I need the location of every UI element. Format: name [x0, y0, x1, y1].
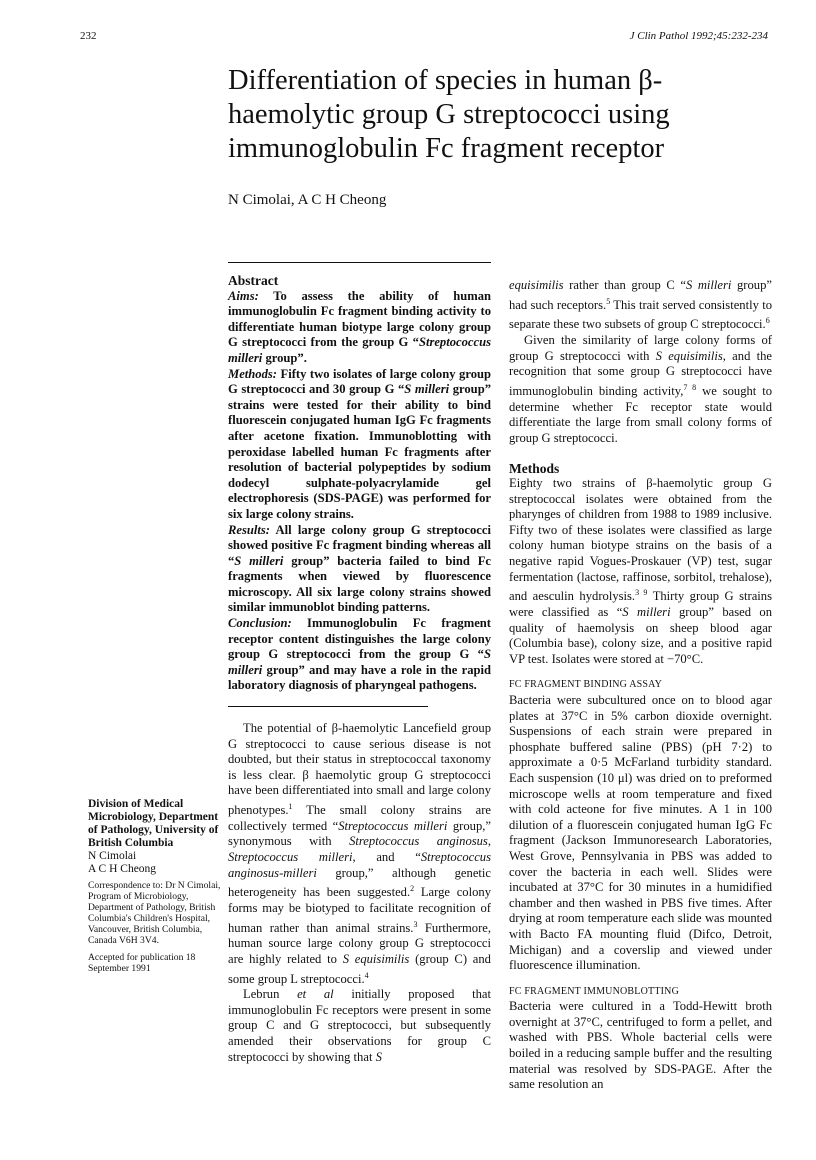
right-text: This trait served consistently to separate these two subsets of group C streptococci. [509, 297, 772, 332]
right-italic: equisimilis [509, 278, 564, 292]
methods-body: Eighty two strains of β-haemolytic group G streptococcal isolates were obtained from the pharynges of children from 1988 to 1989 inclusive. Fifty two of these isolates were classified as large colony human biotype strains on the basis of a negative rapid Vogues-Proskauer (VP) test, sugar fermentation (lactose, raffinose, sorbitol, trehalose), and aesculin hydrolysis. [509, 476, 772, 604]
intro-paragraph-1 [228, 721, 491, 987]
aims-text-end: group”. [262, 350, 307, 365]
abstract-heading: Abstract [228, 273, 279, 288]
intro-text: The potential of β-haemolytic Lancefield group G streptococci to cause serious disease is not doubted, but their status in streptococcal taxonomy is less clear. β haemolytic group G streptococci have been differentiated into small and large colony phenotypes. [228, 721, 491, 818]
conclusion-italic: S milleri [228, 647, 491, 677]
right-paragraph-1 [509, 278, 772, 333]
aims-label: Aims: [228, 288, 259, 303]
page-number: 232 [80, 30, 97, 42]
methods-heading: Methods [509, 460, 560, 476]
intro-text: Large colony forms may be biotyped to facilitate recognition of human rather than animal strains. [228, 885, 491, 935]
ref-sup: 6 [765, 316, 770, 326]
right-text: rather than group C “ [563, 278, 686, 292]
ref-sup: 2 [410, 884, 415, 894]
methods-body: group” based on quality of haemolysis on sheep blood agar (Columbia base), colony size, and a positive rapid VP test. Isolates were stored at −70°C. [509, 605, 772, 666]
ref-sup: 5 [606, 296, 611, 306]
intro-text: (group C) and some group L streptococci. [228, 951, 491, 986]
right-italic: S equisimilis [655, 348, 723, 363]
accepted-date: Accepted for publication 18 September 1991 [88, 952, 196, 974]
conclusion-label: Conclusion: [228, 616, 292, 631]
conclusion-text-end: group” and may have a role in the rapid laboratory diagnosis of pharyngeal pathogens. [228, 662, 491, 693]
fc-blot-heading: FC FRAGMENT IMMUNOBLOTTING [509, 985, 680, 997]
intro-italic: S [375, 1049, 382, 1064]
ref-sup: 7 8 [683, 382, 697, 392]
conclusion-text: Immunoglobulin Fc fragment receptor content distinguishes the large colony group G streptococci from the group G “ [228, 616, 491, 662]
right-text: group” had such receptors. [509, 278, 772, 312]
results-label: Results: [228, 522, 270, 537]
intro-text: , [487, 834, 491, 849]
intro-italic: Streptococcus milleri [228, 849, 353, 864]
intro-paragraph-2 [228, 987, 491, 1065]
intro-italic: Streptococcus anginosus [349, 834, 488, 849]
fc-binding-paragraph: Bacteria were subcultured once on to blood agar plates at 37°C in 5% carbon dioxide overnight. Suspensions of each strain were prepared in phosphate buffered saline (PBS) (pH 7·2) to approximate a 0·5 McFarland turbidity standard. Each suspension (10 μl) was dried on to preformed microscope wells at room temperature and fixed with cold acteone for five minutes. A 1 in 100 dilution of a fluorescein conjugated human IgG Fc fragment (Jackson Immunoresearch Laboratories, West Grove, Pennsylvania in PBS was added to cover the bacteria in each well. Slides were incubated at 37°C for 30 minutes in a humidified chamber and then washed in PBS five times. After drying at room temperature each slide was mounted with Bacto FA mounting fluid (Difco, Detroit, Michigan) and a coverslip and viewed under fluorescence illumination. [509, 693, 772, 973]
intro-italic: Streptococcus milleri [338, 818, 448, 833]
aims-text: To assess the ability of human immunoglobulin Fc fragment binding activity to differentiate human biotype large colony group G streptococci from the group G “ [228, 288, 491, 350]
right-text: we sought to determine whether Fc receptor state would differentiate the large from small colony forms of group G streptococci. [509, 384, 773, 445]
intro-italic: S equisimilis [342, 951, 410, 966]
journal-citation: J Clin Pathol 1992;45:232-234 [629, 30, 768, 42]
intro-text: group,” synonymous with [228, 818, 491, 849]
ref-sup: 3 [413, 919, 418, 929]
author-line: N Cimolai, A C H Cheong [228, 192, 387, 208]
right-text: , and the recognition that some group G streptococci have immunoglobulin binding activity, [509, 348, 772, 399]
abstract-conclusion [228, 616, 491, 694]
right-italic: S milleri [685, 278, 732, 292]
methods-italic: S milleri [622, 605, 671, 620]
ref-sup: 3 9 [635, 588, 648, 598]
ref-sup: 4 [364, 970, 369, 980]
main-column-left [228, 262, 491, 1065]
methods-paragraph [509, 476, 772, 667]
correspondence: Correspondence to: Dr N Cimolai, Program of Microbiology, Department of Pathology, British Columbia's Children's Hospital, Vancouver, British Columbia, Canada V6H 3V4. [88, 880, 221, 946]
article-title: Differentiation of species in human β-haemolytic group G streptococci using immunoglobulin Fc fragment receptor [228, 65, 670, 164]
fc-blot-paragraph: Bacteria were cultured in a Todd-Hewitt broth overnight at 37°C, centrifuged to form a pellet, and washed with PBS. Whole bacterial cells were boiled in a reducing sample buffer and the resulting material was resolved by SDS-PAGE. After the same resolution an [509, 999, 772, 1092]
affiliation-block [88, 798, 223, 974]
results-text: All large colony group G streptococci showed positive Fc fragment binding whereas all “ [228, 522, 491, 568]
right-paragraph-2 [509, 333, 772, 446]
aims-italic: Streptococcus milleri [228, 335, 491, 365]
intro-text: Furthermore, human source large colony group G streptococci are highly related to [228, 920, 492, 966]
results-italic: S milleri [234, 553, 284, 568]
intro-text: initially proposed that immunoglobulin Fc receptors were present in some group C and G streptococci, but subsequently amended their observations for group C streptococci by showing that [228, 987, 491, 1064]
intro-italic: et al [297, 987, 334, 1002]
affiliation-author-1: N Cimolai [88, 850, 137, 862]
intro-text: group,” although genetic heterogeneity has been suggested. [228, 865, 491, 900]
fc-binding-heading: FC FRAGMENT BINDING ASSAY [509, 679, 663, 691]
intro-text: , and “ [352, 849, 421, 864]
ref-sup: 1 [288, 802, 293, 811]
abstract-bottom-rule [228, 706, 428, 707]
methods-body: Thirty group G strains were classified as “ [509, 589, 773, 620]
intro-text: The small colony strains are collectively termed “ [228, 803, 491, 833]
abstract-results [228, 523, 491, 617]
affiliation-dept: Division of Medical Microbiology, Department of Pathology, University of British Columbia [88, 798, 219, 849]
intro-italic: Streptococcus anginosus-milleri [228, 849, 491, 880]
results-text-end: group” bacteria failed to bind Fc fragments when viewed by fluorescence microscopy. All six large colony strains showed similar immunoblot binding patterns. [228, 553, 492, 615]
abstract-top-rule [228, 262, 491, 263]
methods-text-end: group” strains were tested for their ability to bind fluorescein conjugated human IgG Fc fragments after acetone fixation. Immunoblotting with peroxidase labelled human Fc fragments after resolution of bacterial polypeptides by sodium dodecyl sulphate-polyacrylamide gel electrophoresis (SDS-PAGE) was performed for six large colony strains. [228, 382, 491, 521]
abstract-aims [228, 289, 491, 367]
methods-text: Fifty two isolates of large colony group G streptococci and 30 group G “ [228, 366, 491, 397]
methods-label: Methods: [228, 366, 277, 381]
right-text: Given the similarity of large colony forms of group G streptococci with [509, 333, 772, 363]
methods-italic: S milleri [404, 382, 450, 397]
abstract-methods [228, 367, 491, 523]
main-column-right [509, 278, 772, 1093]
intro-text: Lebrun [243, 987, 298, 1002]
affiliation-author-2: A C H Cheong [88, 863, 157, 875]
